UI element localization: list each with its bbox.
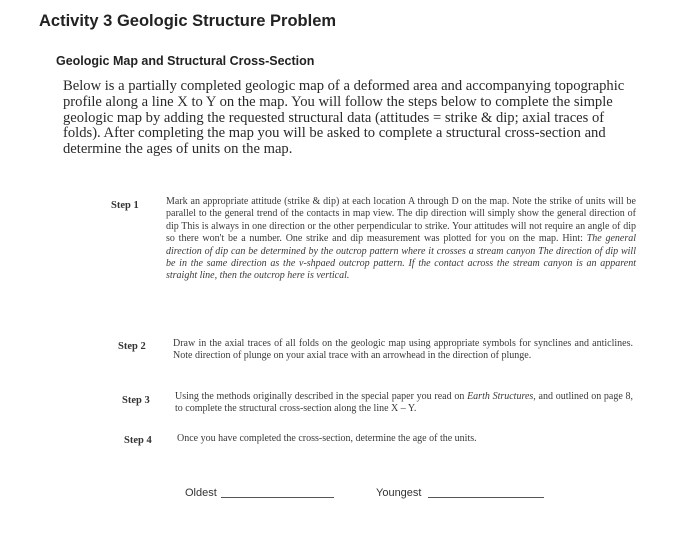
step-3-body: Using the methods originally described in the special paper you read on	[175, 391, 465, 402]
oldest-answer-blank[interactable]	[221, 497, 334, 498]
step-4-text: Once you have completed the cross-section, determine the age of the units.	[177, 433, 477, 444]
step-3-label: Step 3	[122, 395, 150, 406]
step-1-hint: The general direction of dip can be determined by the outcrop pattern where it crosses a stream canyon The direction of dip will be in the same direction as the v-shpaed outcrop pattern. If the contact across the stream canyon is an apparent straight line, then the outcrop here is vertical.	[166, 233, 637, 282]
youngest-answer-blank[interactable]	[428, 497, 544, 498]
page-title: Activity 3 Geologic Structure Problem	[39, 12, 337, 30]
oldest-label: Oldest	[185, 487, 217, 499]
step-3-body-end: and outlined on page 8, to complete the structural cross-section along the line X – Y.	[175, 391, 634, 415]
step-4-label: Step 4	[124, 435, 152, 446]
step-2-text: Draw in the axial traces of all folds on the geologic map using appropriate symbols for synclines and anticlines. Note direction of plunge on your axial trace with an arrowhead in the direction of plunge.	[173, 338, 633, 362]
intro-paragraph: Below is a partially completed geologic map of a deformed area and accompanying topographic profile along a line X to Y on the map. You will follow the steps below to complete the simple geologic map by adding the requested structural data (attitudes = strike & dip; axial traces of folds). After completing the map you will be asked to complete a structural cross-section and determine the ages of units on the map.	[63, 78, 625, 158]
step-1-body: Mark an appropriate attitude (strike & dip) at each location A through D on the map. Note the strike of units will be parallel to the general trend of the contacts in map view. The dip direction will simply show the general direction of dip This is always in one direction or the other perpendicular to strike. Your attitudes will not require an angle of dip so there won't be a number. One strike and dip measurement was plotted for you on the map. Hint:	[166, 196, 636, 245]
step-2-label: Step 2	[118, 341, 146, 352]
step-1-label: Step 1	[111, 200, 139, 211]
youngest-label: Youngest	[376, 487, 422, 499]
step-3-reference: Earth Structures,	[467, 391, 536, 402]
section-subtitle: Geologic Map and Structural Cross-Section	[56, 54, 315, 68]
step-1-text	[166, 196, 636, 283]
step-3-text	[175, 391, 633, 416]
